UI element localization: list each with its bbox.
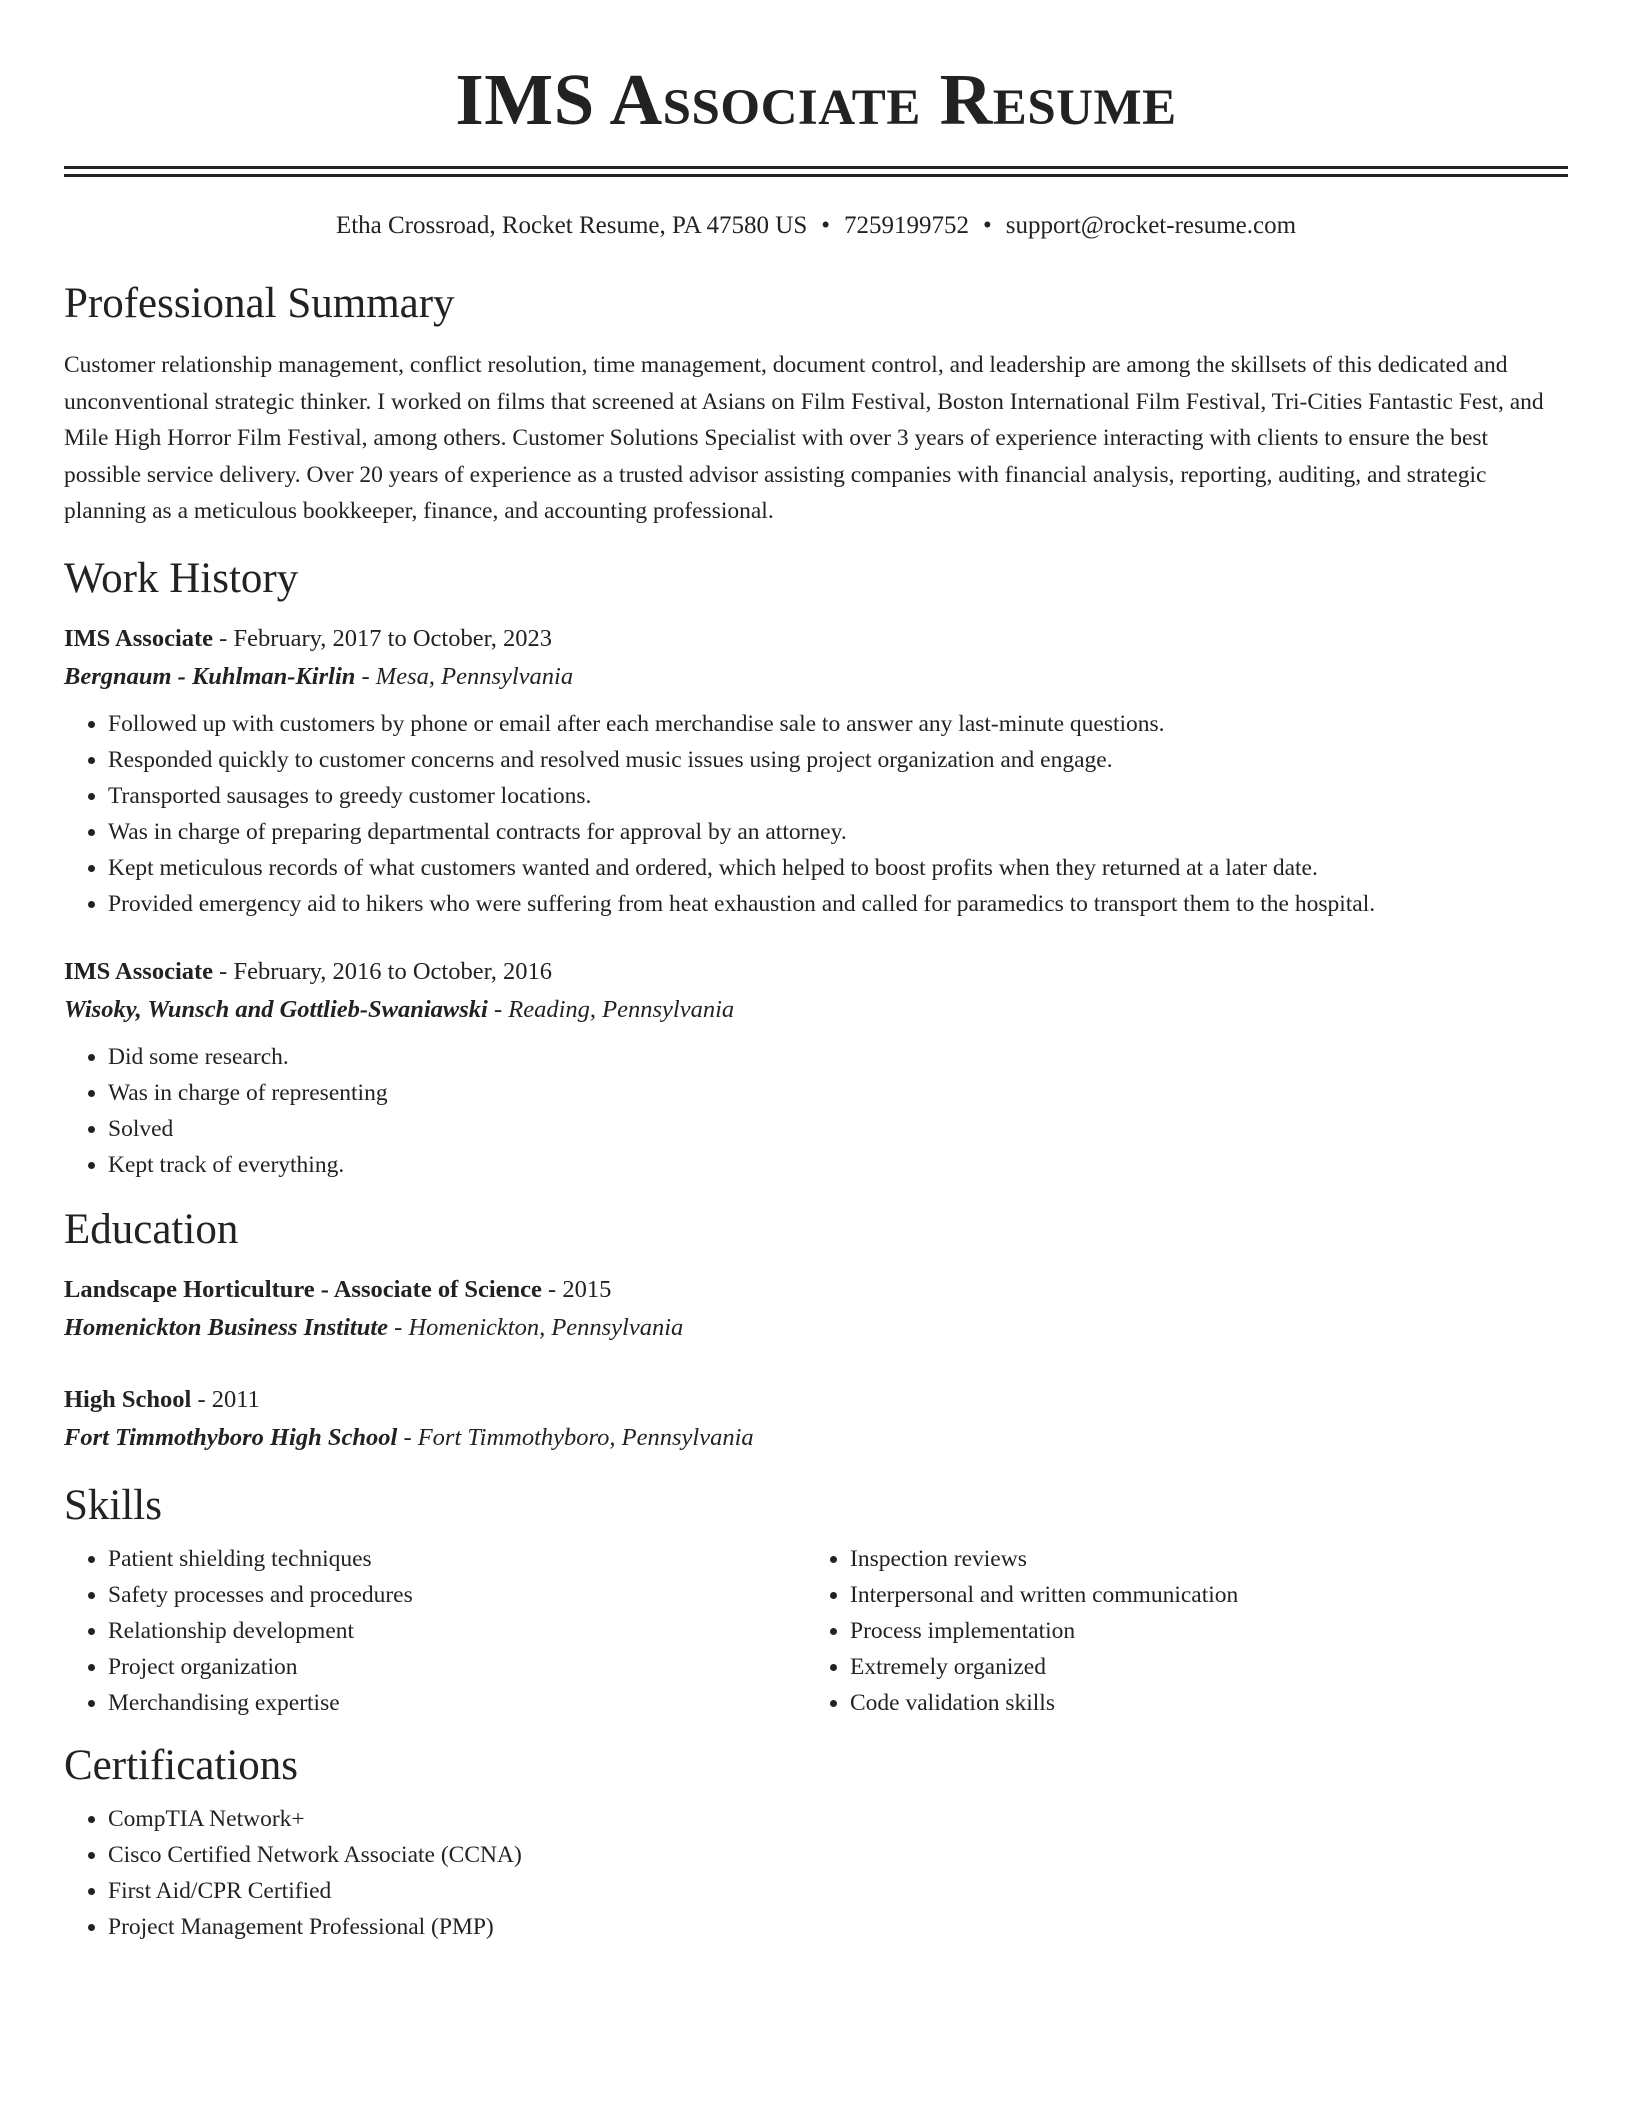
list-item: • Extremely organized: [850, 1649, 1548, 1685]
skills-grid: [64, 1541, 1568, 1721]
skills-list-right: [806, 1541, 1548, 1721]
job-entry: [64, 953, 1568, 1183]
contact-separator: •: [983, 212, 992, 239]
education-degree: Landscape Horticulture - Associate of Science: [64, 1275, 542, 1303]
list-item: • Was in charge of preparing departmental contracts for approval by an attorney.: [108, 814, 1568, 850]
work-history-heading: Work History: [64, 554, 299, 602]
list-item: • CompTIA Network+: [108, 1801, 1568, 1837]
list-item: • Relationship development: [108, 1613, 806, 1649]
list-item: • Project organization: [108, 1649, 806, 1685]
list-item: • Patient shielding techniques: [108, 1541, 806, 1577]
job-dates: - February, 2016 to October, 2016: [213, 957, 553, 985]
list-item: • Solved: [108, 1111, 1568, 1147]
list-item: • Safety processes and procedures: [108, 1577, 806, 1613]
skills-list-left: [64, 1541, 806, 1721]
contact-line: [64, 211, 1568, 241]
job-header: [64, 620, 1568, 658]
education-school-line: [64, 1309, 1568, 1347]
job-company: Wisoky, Wunsch and Gottlieb-Swaniawski: [64, 995, 488, 1023]
job-duties-list: [64, 1039, 1568, 1183]
education-year: - 2015: [541, 1275, 612, 1303]
job-location: - Reading, Pennsylvania: [487, 995, 735, 1023]
job-location: - Mesa, Pennsylvania: [355, 662, 574, 690]
list-item: • Interpersonal and written communication: [850, 1577, 1548, 1613]
contact-address: Etha Crossroad, Rocket Resume, PA 47580 US: [335, 212, 808, 239]
job-entry: [64, 620, 1568, 922]
job-title: IMS Associate: [64, 957, 214, 985]
job-header: [64, 953, 1568, 991]
list-item: • Kept track of everything.: [108, 1147, 1568, 1183]
contact-separator: •: [821, 212, 830, 239]
list-item: • Provided emergency aid to hikers who were suffering from heat exhaustion and called for paramedics to transport them to the hospital.: [108, 886, 1568, 922]
certifications-heading: Certifications: [64, 1741, 299, 1789]
contact-phone: 7259199752: [844, 212, 969, 239]
list-item: • Merchandising expertise: [108, 1685, 806, 1721]
list-item: • First Aid/CPR Certified: [108, 1873, 1568, 1909]
job-title: IMS Associate: [64, 624, 214, 652]
education-entry: [64, 1271, 1568, 1347]
list-item: • Transported sausages to greedy customer locations.: [108, 778, 1568, 814]
list-item: • Cisco Certified Network Associate (CCNA): [108, 1837, 1568, 1873]
job-company: Bergnaum - Kuhlman-Kirlin: [64, 662, 356, 690]
list-item: • Kept meticulous records of what customers wanted and ordered, which helped to boost profits when they returned at a later date.: [108, 850, 1568, 886]
education-school: Homenickton Business Institute: [64, 1313, 389, 1341]
education-heading: Education: [64, 1205, 239, 1253]
education-degree-line: [64, 1271, 1568, 1309]
contact-email: support@rocket-resume.com: [1005, 212, 1297, 239]
job-employer-line: [64, 991, 1568, 1029]
education-location: - Homenickton, Pennsylvania: [388, 1313, 684, 1341]
list-item: • Responded quickly to customer concerns and resolved music issues using project organization and engage.: [108, 742, 1568, 778]
certifications-list: [64, 1801, 1568, 1945]
list-item: • Project Management Professional (PMP): [108, 1909, 1568, 1945]
list-item: • Inspection reviews: [850, 1541, 1548, 1577]
job-duties-list: [64, 706, 1568, 922]
job-employer-line: [64, 658, 1568, 696]
summary-text: Customer relationship management, conflict resolution, time management, document control, and leadership are among the skillsets of this dedicated and unconventional strategic thinker. I worked on films that screened at Asians on Film Festival, Boston International Film Festival, Tri-Cities Fantastic Fest, and Mile High Horror Film Festival, among others. Customer Solutions Specialist with over 3 years of experience interacting with clients to ensure the best possible service delivery. Over 20 years of experience as a trusted advisor assisting companies with financial analysis, reporting, auditing, and strategic planning as a meticulous bookkeeper, finance, and accounting professional.: [64, 352, 1544, 524]
list-item: • Followed up with customers by phone or email after each merchandise sale to answer any last-minute questions.: [108, 706, 1568, 742]
list-item: • Did some research.: [108, 1039, 1568, 1075]
title-double-rule: [64, 166, 1568, 177]
education-degree-line: [64, 1381, 1568, 1419]
resume-title: IMS Associate Resume: [455, 59, 1177, 140]
education-year: - 2011: [191, 1385, 260, 1413]
list-item: • Process implementation: [850, 1613, 1548, 1649]
education-entry: [64, 1381, 1568, 1457]
summary-heading: Professional Summary: [64, 280, 455, 327]
education-degree: High School: [64, 1385, 192, 1413]
education-school: Fort Timmothyboro High School: [64, 1423, 398, 1451]
skills-heading: Skills: [64, 1481, 162, 1529]
education-location: - Fort Timmothyboro, Pennsylvania: [397, 1423, 754, 1451]
education-school-line: [64, 1419, 1568, 1457]
list-item: • Was in charge of representing: [108, 1075, 1568, 1111]
list-item: • Code validation skills: [850, 1685, 1548, 1721]
job-dates: - February, 2017 to October, 2023: [213, 624, 553, 652]
